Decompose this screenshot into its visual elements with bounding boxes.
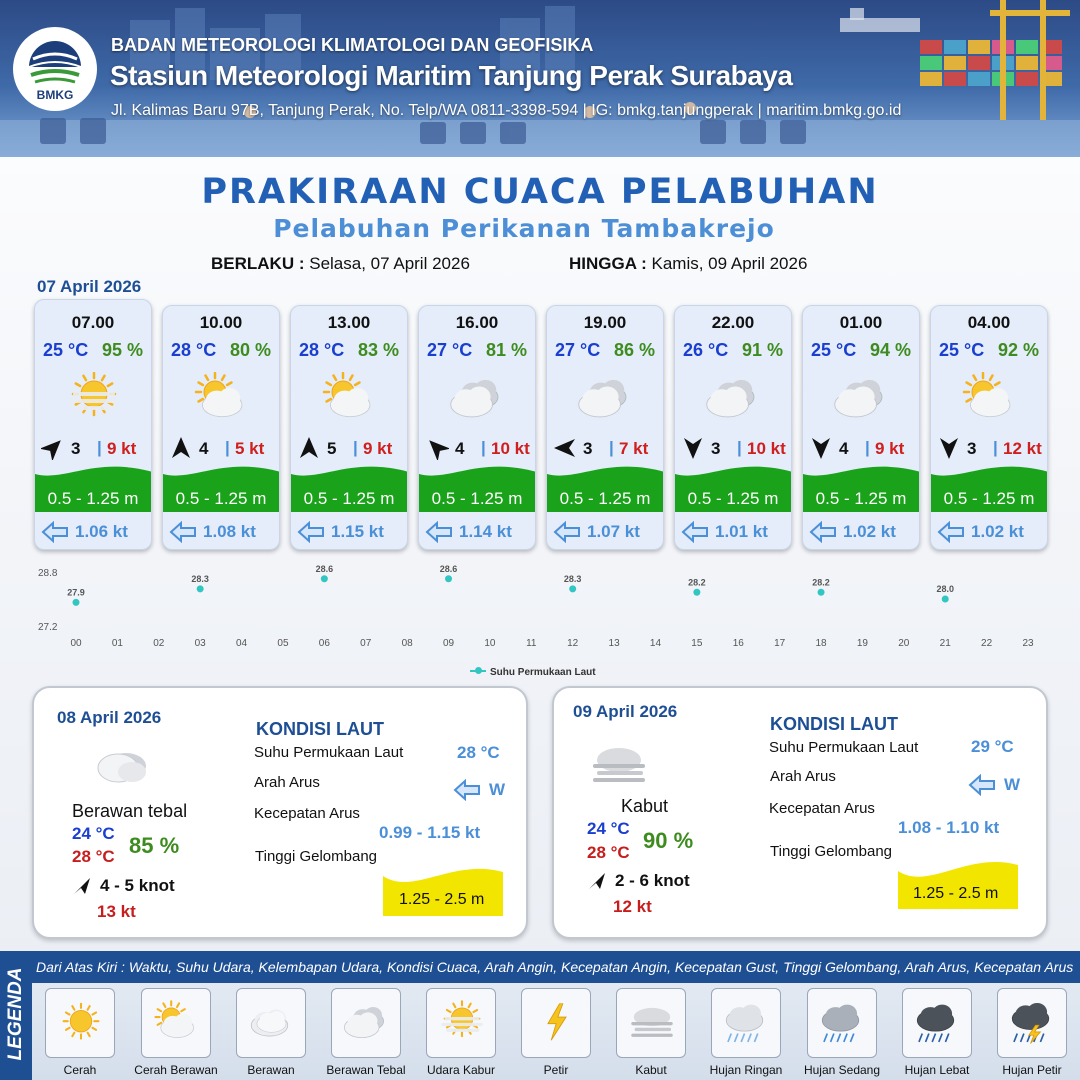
weather-condition-icon <box>571 372 641 422</box>
valid-to <box>569 254 807 274</box>
x-tick-label: 20 <box>898 638 910 649</box>
valid-to-value: Kamis, 09 April 2026 <box>651 254 808 273</box>
current-arrow-icon <box>297 521 325 543</box>
wave-height: 0.5 - 1.25 m <box>559 489 651 508</box>
wave-height: 0.5 - 1.25 m <box>303 489 395 508</box>
current-speed: 1.07 kt <box>587 522 640 541</box>
weather-condition-icon <box>955 372 1025 422</box>
forecast-time: 07.00 <box>71 313 115 332</box>
gust-speed: 10 kt <box>491 439 530 458</box>
wind-direction-icon <box>169 436 193 460</box>
legend-item <box>997 988 1067 1058</box>
sun-cloud-icon <box>148 997 206 1047</box>
legend-item <box>807 988 877 1058</box>
sst-data-label: 28.2 <box>688 577 706 588</box>
legend-label: Suhu Permukaan Laut <box>490 667 596 678</box>
wind-speed: 3 <box>711 439 721 458</box>
sst-label: Suhu Permukaan Laut <box>254 744 404 761</box>
day-panel-08-april <box>32 686 528 939</box>
station-address: Jl. Kalimas Baru 97B, Tanjung Perak, No. Telp/WA 0811-3398-594 | IG: bmkg.tanjungperak | maritim.bmkg.go.id <box>111 102 902 119</box>
forecast-temperature: 25 °C <box>811 340 857 360</box>
legend-item <box>711 988 781 1058</box>
x-tick-label: 16 <box>732 638 744 649</box>
separator: | <box>993 438 998 457</box>
current-speed-label: Kecepatan Arus <box>254 805 360 822</box>
legend-tab-label: LEGENDA <box>5 967 26 1061</box>
legend-item-label: Petir <box>543 1063 569 1077</box>
current-arrow-icon <box>968 774 996 796</box>
wind-direction-icon <box>297 436 321 460</box>
x-tick-label: 19 <box>856 638 868 649</box>
legend-item <box>331 988 401 1058</box>
gust-speed: 9 kt <box>875 439 905 458</box>
gust-speed: 10 kt <box>747 439 786 458</box>
legend-item-label: Hujan Petir <box>1002 1063 1062 1077</box>
legend-item <box>426 988 496 1058</box>
sun-icon <box>52 997 110 1047</box>
separator: | <box>97 438 102 457</box>
sst-data-label: 28.6 <box>439 563 458 574</box>
forecast-card <box>34 299 152 550</box>
organization-name: BADAN METEOROLOGI KLIMATOLOGI DAN GEOFISIKA <box>111 35 594 55</box>
valid-from <box>211 254 470 274</box>
forecast-temperature: 27 °C <box>427 340 473 360</box>
wind-direction-icon <box>587 871 609 891</box>
haze-icon <box>433 997 491 1047</box>
current-speed: 1.08 kt <box>203 522 256 541</box>
wind-direction-icon <box>72 876 94 896</box>
gust-speed: 9 kt <box>363 439 393 458</box>
current-arrow-icon <box>937 521 965 543</box>
fog-icon <box>623 997 681 1047</box>
day-temp-min: 24 °C <box>72 824 115 843</box>
current-arrow-icon <box>41 521 69 543</box>
wave-height-label: Tinggi Gelombang <box>770 843 893 860</box>
wave-height-value: 1.25 - 2.5 m <box>913 885 999 902</box>
legend-item-label: Hujan Sedang <box>803 1063 881 1077</box>
wave-height-value: 1.25 - 2.5 m <box>399 891 485 908</box>
current-speed: 1.06 kt <box>75 522 128 541</box>
current-arrow-icon <box>809 521 837 543</box>
x-tick-label: 13 <box>608 638 620 649</box>
valid-to-label: HINGGA : <box>569 254 647 273</box>
sst-data-label: 27.9 <box>67 587 85 598</box>
wind-direction-icon <box>41 436 65 460</box>
x-tick-label: 00 <box>70 638 82 649</box>
day-temp-max: 28 °C <box>72 847 115 866</box>
day-wind-speed: 2 - 6 knot <box>615 871 690 890</box>
current-direction-label: Arah Arus <box>770 768 836 785</box>
current-speed: 1.15 kt <box>331 522 384 541</box>
x-tick-label: 06 <box>318 638 330 649</box>
wave-height-label: Tinggi Gelombang <box>255 848 378 865</box>
x-tick-label: 14 <box>649 638 662 649</box>
x-tick-label: 04 <box>236 638 248 649</box>
x-tick-label: 10 <box>484 638 496 649</box>
forecast-humidity: 94 % <box>869 340 911 360</box>
valid-from-value: Selasa, 07 April 2026 <box>309 254 470 273</box>
legend-item-label: Cerah <box>63 1063 97 1077</box>
current-speed: 1.14 kt <box>459 522 512 541</box>
legend-item-label: Kabut <box>635 1063 667 1077</box>
current-speed: 1.01 kt <box>715 522 768 541</box>
current-speed-value: 1.08 - 1.10 kt <box>898 818 1000 837</box>
sst-data-point <box>693 589 700 596</box>
wind-direction-icon <box>937 436 961 460</box>
sst-data-point <box>73 599 80 606</box>
wind-speed: 4 <box>839 439 849 458</box>
wind-direction-icon <box>681 436 705 460</box>
x-tick-label: 23 <box>1022 638 1034 649</box>
day-condition: Berawan tebal <box>72 801 188 821</box>
forecast-humidity: 86 % <box>613 340 655 360</box>
page-subtitle: Pelabuhan Perikanan Tambakrejo <box>273 214 775 243</box>
moderate-rain-icon <box>814 997 872 1047</box>
sst-data-point <box>321 575 328 582</box>
header-banner <box>0 0 1080 157</box>
x-tick-label: 09 <box>442 638 455 649</box>
weather-condition-icon <box>315 372 385 422</box>
x-tick-label: 22 <box>981 638 993 649</box>
current-direction-label: Arah Arus <box>254 774 320 791</box>
current-direction-value: W <box>489 780 506 799</box>
sst-data-label: 28.2 <box>812 577 830 588</box>
day-condition: Kabut <box>621 796 669 816</box>
current-direction-value: W <box>1004 775 1021 794</box>
day-gust: 12 kt <box>613 897 652 916</box>
wind-speed: 5 <box>327 439 337 458</box>
forecast-time: 01.00 <box>839 313 883 332</box>
sst-chart-legend <box>470 667 596 678</box>
sea-condition-title: KONDISI LAUT <box>770 714 898 734</box>
x-tick-label: 17 <box>774 638 786 649</box>
lightning-icon <box>528 997 586 1047</box>
wind-direction-icon <box>809 436 833 460</box>
wave-height: 0.5 - 1.25 m <box>943 489 1035 508</box>
current-speed-label: Kecepatan Arus <box>769 800 875 817</box>
sst-data-label: 28.0 <box>936 584 954 594</box>
legend-item <box>141 988 211 1058</box>
forecast-humidity: 80 % <box>229 340 271 360</box>
x-tick-label: 15 <box>691 638 703 649</box>
legend-item-label: Berawan Tebal <box>326 1063 406 1077</box>
x-tick-label: 02 <box>153 638 165 649</box>
wave-height: 0.5 - 1.25 m <box>431 489 523 508</box>
forecast-card <box>290 305 408 550</box>
wind-direction-icon <box>425 436 449 460</box>
sst-value: 28 °C <box>457 743 500 762</box>
forecast-humidity: 95 % <box>101 340 143 360</box>
sst-chart <box>0 560 1080 670</box>
legend-item-label: Hujan Lebat <box>904 1063 970 1077</box>
forecast-time: 04.00 <box>967 313 1011 332</box>
x-tick-label: 05 <box>277 638 289 649</box>
sst-data-point <box>942 596 949 603</box>
current-speed: 1.02 kt <box>843 522 896 541</box>
separator: | <box>481 438 486 457</box>
wind-speed: 4 <box>199 439 209 458</box>
forecast-temperature: 25 °C <box>939 340 985 360</box>
current-arrow-icon <box>553 521 581 543</box>
gust-speed: 12 kt <box>1003 439 1042 458</box>
separator: | <box>225 438 230 457</box>
gust-speed: 5 kt <box>235 439 265 458</box>
sst-data-point <box>569 585 576 592</box>
current-arrow-icon <box>169 521 197 543</box>
wave-height: 0.5 - 1.25 m <box>687 489 779 508</box>
day-temp-min: 24 °C <box>587 819 630 838</box>
wave-height: 0.5 - 1.25 m <box>47 489 139 508</box>
legend-item-label: Berawan <box>247 1063 295 1077</box>
forecast-card <box>674 305 792 550</box>
separator: | <box>609 438 614 457</box>
legend-item <box>521 988 591 1058</box>
first-day-date: 07 April 2026 <box>37 277 142 296</box>
forecast-time: 13.00 <box>327 313 371 332</box>
weather-condition-icon <box>699 372 769 422</box>
fog-icon <box>587 738 651 790</box>
weather-condition-icon <box>59 372 129 422</box>
day-humidity: 85 % <box>129 833 180 858</box>
legend-item-label: Hujan Ringan <box>709 1063 783 1077</box>
y-tick-label: 28.8 <box>38 568 58 579</box>
forecast-card <box>930 305 1048 550</box>
forecast-card <box>802 305 920 550</box>
x-tick-label: 03 <box>194 638 206 649</box>
forecast-time: 22.00 <box>711 313 755 332</box>
legend-marker <box>470 670 486 672</box>
thunderstorm-icon <box>1004 997 1062 1047</box>
page-title: PRAKIRAAN CUACA PELABUHAN <box>201 172 879 212</box>
sst-data-point <box>818 589 825 596</box>
forecast-temperature: 25 °C <box>43 340 89 360</box>
x-tick-label: 18 <box>815 638 827 649</box>
logo-text: BMKG <box>36 88 74 102</box>
legend-item-label: Cerah Berawan <box>134 1063 218 1077</box>
y-tick-label: 27.2 <box>38 622 58 633</box>
legend-description: Dari Atas Kiri : Waktu, Suhu Udara, Kelembapan Udara, Kondisi Cuaca, Arah Angin, Kecepatan Angin, Kecepatan Gust, Tinggi Gelombang, Arah Arus, Kecepatan Arus <box>36 959 1074 975</box>
forecast-time: 16.00 <box>455 313 499 332</box>
gust-speed: 7 kt <box>619 439 649 458</box>
forecast-temperature: 26 °C <box>683 340 729 360</box>
day-date: 09 April 2026 <box>573 702 678 721</box>
separator: | <box>353 438 358 457</box>
thick-cloud-icon <box>90 740 154 792</box>
forecast-humidity: 81 % <box>485 340 527 360</box>
current-speed-value: 0.99 - 1.15 kt <box>379 823 481 842</box>
x-tick-label: 11 <box>526 638 537 649</box>
wind-speed: 4 <box>455 439 465 458</box>
forecast-temperature: 28 °C <box>171 340 217 360</box>
sea-condition-title: KONDISI LAUT <box>256 719 384 739</box>
x-tick-label: 01 <box>111 638 123 649</box>
legend-item <box>616 988 686 1058</box>
legend-item <box>236 988 306 1058</box>
sst-data-point <box>197 585 204 592</box>
day-temp-max: 28 °C <box>587 843 630 862</box>
weather-condition-icon <box>443 372 513 422</box>
separator: | <box>865 438 870 457</box>
day-panel-09-april <box>552 686 1048 939</box>
forecast-humidity: 92 % <box>997 340 1039 360</box>
forecast-card <box>546 305 664 550</box>
forecast-humidity: 91 % <box>741 340 783 360</box>
forecast-card <box>162 305 280 550</box>
current-arrow-icon <box>453 779 481 801</box>
wind-speed: 3 <box>71 439 81 458</box>
bmkg-logo <box>13 27 97 111</box>
cloud-icon <box>243 997 301 1047</box>
legend-item <box>902 988 972 1058</box>
sst-value: 29 °C <box>971 737 1014 756</box>
forecast-time: 10.00 <box>199 313 243 332</box>
wind-speed: 3 <box>967 439 977 458</box>
legend-tab <box>0 951 32 1080</box>
weather-condition-icon <box>187 372 257 422</box>
x-tick-label: 07 <box>360 638 372 649</box>
x-tick-label: 21 <box>939 638 951 649</box>
forecast-temperature: 27 °C <box>555 340 601 360</box>
heavy-rain-icon <box>909 997 967 1047</box>
wave-height: 0.5 - 1.25 m <box>815 489 907 508</box>
legend-item <box>45 988 115 1058</box>
current-speed: 1.02 kt <box>971 522 1024 541</box>
forecast-temperature: 28 °C <box>299 340 345 360</box>
thick-cloud-icon <box>338 997 396 1047</box>
gust-speed: 9 kt <box>107 439 137 458</box>
day-wind-speed: 4 - 5 knot <box>100 876 175 895</box>
wind-speed: 3 <box>583 439 593 458</box>
light-rain-icon <box>718 997 776 1047</box>
valid-from-label: BERLAKU : <box>211 254 305 273</box>
sst-label: Suhu Permukaan Laut <box>769 739 919 756</box>
legend-item-label: Udara Kabur <box>426 1063 496 1077</box>
sst-data-label: 28.6 <box>315 563 334 574</box>
current-arrow-icon <box>425 521 453 543</box>
day-date: 08 April 2026 <box>57 708 162 727</box>
forecast-card <box>418 305 536 550</box>
sst-data-label: 28.3 <box>191 573 209 584</box>
x-tick-label: 12 <box>567 638 579 649</box>
separator: | <box>737 438 742 457</box>
day-gust: 13 kt <box>97 902 136 921</box>
station-name: Stasiun Meteorologi Maritim Tanjung Perak Surabaya <box>110 60 793 91</box>
wind-direction-icon <box>553 436 577 460</box>
current-arrow-icon <box>681 521 709 543</box>
forecast-time: 19.00 <box>583 313 627 332</box>
wave-height: 0.5 - 1.25 m <box>175 489 267 508</box>
sst-data-label: 28.3 <box>563 573 582 584</box>
day-humidity: 90 % <box>643 828 694 853</box>
sst-data-point <box>445 575 452 582</box>
forecast-humidity: 83 % <box>357 340 399 360</box>
weather-condition-icon <box>827 372 897 422</box>
x-tick-label: 08 <box>401 638 413 649</box>
